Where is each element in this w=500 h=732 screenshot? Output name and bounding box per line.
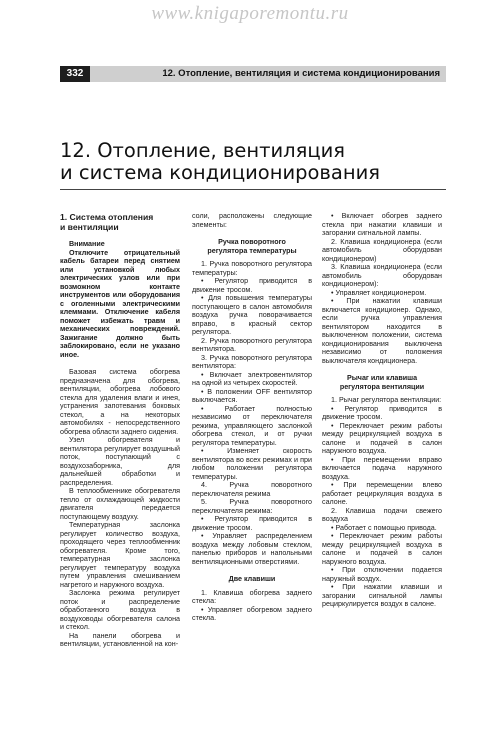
section-heading-line2: и вентиляции	[60, 222, 119, 232]
paragraph: Базовая система обогрева предназначена для обогрева, вентиляции, обогрева лобового стекла для удаления влаги и инея, устранения запотевания боковых стекол, а на некоторых автомобилях - непосредственного обогрева области заднего сидения.	[60, 368, 180, 436]
running-title: 12. Отопление, вентиляция и система кондиционирования	[162, 68, 440, 79]
list-item: 2. Клавиша кондиционера (если автомобиль оборудован кондиционером)	[322, 237, 442, 263]
list-item: • Управляет обогревом заднего стекла.	[192, 605, 312, 622]
subheading-two-keys: Две клавиши	[228, 575, 276, 583]
paragraph: Заслонка режима регулирует поток и распределение обработанного воздуха в воздуховоды обогревателя салона и стекол.	[60, 589, 180, 631]
list-item: • Включает электровентилятор на одной из четырех скоростей.	[192, 370, 312, 387]
list-item: • Переключает режим работы между рециркуляцией воздуха в салоне и подачей в салон наружного воздуха.	[322, 532, 442, 566]
list-item: 1. Ручка поворотного регулятора температуры:	[192, 260, 312, 277]
column-3	[322, 212, 442, 609]
paragraph: На панели обогрева и вентиляции, установленной на кон-	[60, 631, 180, 648]
column-2	[192, 212, 312, 623]
list-item: • При нажатии клавиши и загорании сигнальной лампы рециркулируется воздух в салоне.	[322, 583, 442, 608]
page-number: 332	[60, 66, 90, 82]
subheading-line1: Рычаг или клавиша	[346, 374, 418, 382]
list-item: 4. Ручка поворотного переключателя режима	[192, 481, 312, 498]
subheading-line2: регулятора вентиляции	[339, 382, 425, 391]
list-item: • Включает обогрев заднего стекла при нажатии клавиши и загорании сигнальной лампы.	[322, 212, 442, 237]
list-item: • Управляет кондиционером.	[331, 288, 427, 297]
list-item: • Работает с помощью привода.	[331, 523, 437, 532]
chapter-title	[60, 140, 446, 184]
list-item: • В положении OFF вентилятор выключается.	[192, 387, 312, 404]
list-item: 5. Ручка поворотного переключателя режима:	[192, 498, 312, 515]
list-item: 2. Ручка поворотного регулятора вентилятора.	[192, 336, 312, 353]
list-item: 1. Рычаг регулятора вентиляции:	[331, 396, 442, 404]
subheading-line1: Ручка поворотного	[218, 238, 286, 246]
paragraph: соли, расположены следующие элементы:	[192, 212, 312, 229]
list-item: • Управляет распределением воздуха между лобовым стеклом, панелью приборов и напольными вентиляционными отверстиями.	[192, 532, 312, 566]
watermark: www.knigaporemontu.ru	[151, 3, 349, 24]
subheading-temperature-knob	[192, 238, 312, 255]
warning-text: Отключите отрицательный кабель батареи перед снятием или установкой любых электрических узлов или при возможном контакте инструментов или оборудования с оголенными электрическими клеммами. Отключение кабеля поможет избежать травм и механических повреждений. Зажигание должно быть заблокировано, если не указано иное.	[60, 248, 180, 359]
list-item: • Изменяет скорость вентилятора во всех режимах и при любом положении регулятора температуры.	[192, 447, 312, 481]
subheading-ventilation-lever	[322, 374, 442, 391]
list-item: • Регулятор приводится в движение тросом.	[192, 515, 312, 532]
list-item: • При отключении подается наружный воздух.	[322, 566, 442, 583]
section-heading	[60, 212, 180, 232]
chapter-title-line1: 12. Отопление, вентиляция	[60, 139, 346, 162]
warning-title: Внимание	[69, 240, 105, 248]
chapter-title-line2: и система кондиционирования	[60, 161, 381, 184]
list-item: • При перемещении вправо включается подача наружного воздуха.	[322, 455, 442, 481]
list-item: • При нажатии клавиши включается кондиционер. Однако, если ручка управления вентилятором находится в выключенном положении, система кондиционирования выключена независимо от положения выключателя кондиционера.	[322, 297, 442, 365]
list-item: 1. Клавиша обогрева заднего стекла:	[192, 588, 312, 605]
section-heading-line1: 1. Система отопления	[60, 212, 154, 222]
list-item: • Работает полностью независимо от переключателя режима, управляющего заслонкой обогрева стекол, и от ручки регулятора температуры.	[192, 404, 312, 447]
list-item: • Переключает режим работы между рециркуляцией воздуха в салоне и подачей в салон наружного воздуха.	[322, 421, 442, 455]
list-item: 3. Клавиша кондиционера (если автомобиль оборудован кондиционером):	[322, 263, 442, 288]
title-rule	[60, 189, 446, 190]
paragraph: Узел обогревателя и вентилятора регулирует воздушный поток, поступающий с воздухозаборника, для дальнейшей обработки и распределения.	[60, 436, 180, 487]
list-item: • При перемещении влево работает рециркуляция воздуха в салоне.	[322, 481, 442, 506]
running-header	[60, 66, 446, 82]
list-item: 3. Ручка поворотного регулятора вентилятора:	[192, 353, 312, 370]
paragraph: Температурная заслонка регулирует количество воздуха, проходящего через теплообменник обогревателя. Кроме того, температурная заслонка регулирует температуру воздуха путем управления смешиванием нагретого и наружного воздуха.	[60, 521, 180, 589]
column-1	[60, 212, 180, 649]
list-item: • Регулятор приводится в движение тросом.	[322, 404, 442, 421]
subheading-line2: регулятора температуры	[207, 246, 297, 255]
paragraph: В теплообменнике обогревателя тепло от охлаждающей жидкости двигателя передается поступающему воздуху.	[60, 487, 180, 521]
list-item: • Регулятор приводится в движение тросом.	[192, 277, 312, 294]
list-item: 2. Клавиша подачи свежего воздуха	[322, 506, 442, 523]
list-item: • Для повышения температуры поступающего в салон автомобиля воздуха ручка поворачивается вправо, в красный сектор регулятора.	[192, 294, 312, 336]
